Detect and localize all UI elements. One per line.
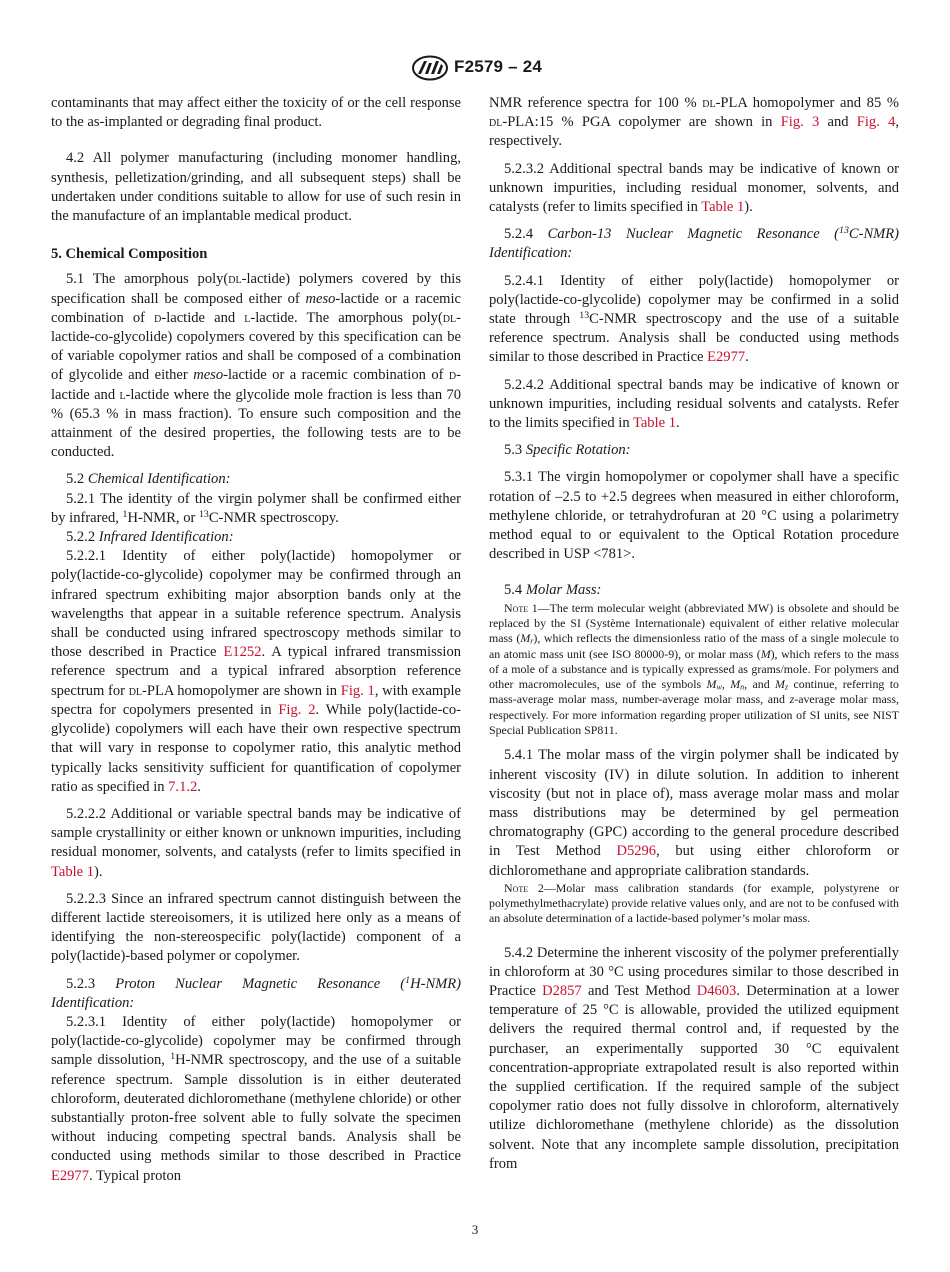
- link-d2857[interactable]: D2857: [542, 983, 582, 1000]
- paragraph-5-2-2-2: 5.2.2.2 Additional or variable spectral bands may be indicative of sample crystallinity or either known or unknown impurities, including residual monomer, solvents, and catalysts (refer to limits specified in Table 1).: [51, 805, 461, 880]
- astm-logo-icon: [410, 55, 450, 81]
- paragraph-5-4-2: 5.4.2 Determine the inherent viscosity of the polymer preferentially in chloroform at 30 °C using procedures similar to those described in Practice D2857 and Test Method D4603. Determination at a lower temperature of 25 °C is allowable, provided the utilized equipment delivers the required thermal control and, if requested by the purchaser, an experimentally supported 30 °C equivalent concentration-appropriate extrapolated result is also reported within the supplied certification. If the required sample of the subject copolymer ratio does not fully dissolve in chloroform, alternatively utilize dichloromethane (methylene chloride) as the dissolution solvent. Note that any incomplete sample dissolution, precipitation from: [489, 944, 900, 1172]
- link-d4603[interactable]: D4603: [696, 983, 737, 1000]
- link-fig-4[interactable]: Fig. 4: [856, 114, 896, 131]
- paragraph-5-4: 5.4 Molar Mass:: [504, 582, 602, 599]
- paragraph-5-2-3-2: 5.2.3.2 Additional spectral bands may be indicative of known or unknown impurities, including residual monomer, solvents, and catalysts (refer to limits specified in Table 1).: [489, 160, 899, 216]
- paragraph-5-2: 5.2 Chemical Identification:: [66, 471, 231, 488]
- link-table-1[interactable]: Table 1: [701, 199, 745, 216]
- link-fig-1[interactable]: Fig. 1: [340, 682, 375, 699]
- page-header: [0, 52, 950, 86]
- paragraph-5-2-3-1: 5.2.3.1 Identity of either poly(lactide) homopolymer or poly(lactide-co-glycolide) copolymer may be confirmed through sample dissolution, $^1$H-NMR spectroscopy, and the use of a suitable reference spectrum. Sample dissolution is in either deuterated chloroform, deuterated dichloromethane (methylene chloride) or other substantially proton-free solvent able to fully solvate the specimen without inducing competing spectral bands. Analysis shall be conducted using methods similar to those described in Practice E2977. Typical proton: [51, 1013, 461, 1184]
- paragraph-5-2-2: 5.2.2 Infrared Identification:: [66, 529, 234, 546]
- paragraph-5-2-3: 5.2.3 Proton Nuclear Magnetic Resonance ($^1$H-NMR) Identification:: [51, 974, 461, 1011]
- section-heading-5: 5. Chemical Composition: [51, 246, 208, 263]
- link-table-1[interactable]: Table 1: [632, 415, 676, 432]
- paragraph-5-2-1: 5.2.1 The identity of the virgin polymer shall be confirmed either by infrared, $^1$H-NMR, or $^{13}$C-NMR spectroscopy.: [51, 490, 461, 526]
- paragraph-5-2-2-3: 5.2.2.3 Since an infrared spectrum cannot distinguish between the different lactide stereoisomers, it is utilized here only as a means of identifying the non-stereospecific poly(lactide) component of a poly(lactide)-based polymer or copolymer.: [51, 890, 461, 965]
- paragraph-5-2-4-2: 5.2.4.2 Additional spectral bands may be indicative of known or unknown impurities, including residual solvents and catalysts. Refer to the limits specified in Table 1.: [489, 376, 899, 432]
- paragraph-5-4-1: 5.4.1 The molar mass of the virgin polymer shall be indicated by inherent viscosity (IV) in dilute solution. In addition to inherent viscosity (but not in place of), mass average molar mass and molar mass distributions may be determined by gel permeation chromatography (GPC) according to the general procedure described in Test Method D5296, but using either chloroform or dichloromethane and appropriate calibration standards.: [489, 747, 899, 879]
- page-number: 3: [471, 1222, 479, 1237]
- link-d5296[interactable]: D5296: [616, 843, 657, 860]
- link-7-1-2[interactable]: 7.1.2: [168, 778, 198, 795]
- paragraph-continuation: NMR reference spectra for 100 % dl-PLA homopolymer and 85 % dl-PLA:15 % PGA copolymer are shown in Fig. 3 and Fig. 4, respectively.: [489, 95, 900, 150]
- link-e1252[interactable]: E1252: [223, 644, 262, 661]
- paragraph-5-2-4-1: 5.2.4.1 Identity of either poly(lactide) homopolymer or poly(lactide-co-glycolide) copolymer may be confirmed in a solid state through $^{13}$C-NMR spectroscopy and the use of a suitable reference spectrum. Analysis shall be conducted using methods similar to those described in Practice E2977.: [489, 272, 899, 366]
- link-fig-2[interactable]: Fig. 2: [278, 701, 316, 718]
- paragraph-5-3-1: 5.3.1 The virgin homopolymer or copolymer shall have a specific rotation of –2.5 to +2.5 degrees when measured in either chloroform, methylene chloride, or tetrahydrofuran at 20 °C using a polarimetry method equal to or equivalent to the Optical Rotation procedure described in USP <781>.: [489, 469, 899, 563]
- document-designation: F2579 – 24: [454, 57, 543, 76]
- note-2: Note 2—Molar mass calibration standards (for example, polystyrene or polymethylmethacrylate) provide relative values only, and are not to be confused with an absolute determination of a lactide-based polymer’s molar mass.: [489, 880, 900, 926]
- paragraph-5-2-2-1: 5.2.2.1 Identity of either poly(lactide) homopolymer or poly(lactide-co-glycolide) copolymer may be confirmed through an infrared spectrum exhibiting major absorption bands only at the wavelengths that appear in a suitable reference spectrum. Analysis shall be conducted using infrared spectroscopy methods similar to those described in Practice E1252. A typical infrared transmission reference spectrum and a typical infrared absorption reference spectrum for dl-PLA homopolymer are shown in Fig. 1, with example spectra for copolymers presented in Fig. 2. While poly(lactide-co-glycolide) copolymers will each have their own respective spectrum that will vary in response to copolymer ratio, this analytic method typically lacks sensitivity sufficient for quantification of copolymer ratio as specified in 7.1.2.: [51, 548, 462, 795]
- note-1: Note 1—The term molecular weight (abbreviated MW) is obsolete and should be replaced by the SI (Système Internationale) equivalent of either relative molecular mass $(M_r)$, which reflects the dimensionless ratio of the mass of a single molecule to an atomic mass unit (see ISO 80000-9), or molar mass (M), which refers to the mass of a mole of a substance and is typically expressed as grams/mole. For polymers and other macromolecules, use of the symbols $M_w$, $M_n$, and $M_z$ continue, referring to mass-average molar mass, number-average molar mass, and z-average molar mass, respectively. For more information regarding proper utilization of SI units, see NIST Special Publication SP811.: [489, 600, 899, 738]
- paragraph-4-2: 4.2 All polymer manufacturing (including monomer handling, synthesis, pelletization/grinding, and all subsequent steps) shall be undertaken under conditions suitable to allow for use of such resin in the manufacture of an implantable medical product.: [51, 150, 461, 225]
- paragraph-5-3: 5.3 Specific Rotation:: [504, 442, 631, 459]
- paragraph-5-1: 5.1 The amorphous poly(dl-lactide) polymers covered by this specification shall be composed either of meso-lactide or a racemic combination of d-lactide and l-lactide. The amorphous poly(dl-lactide-co-glycolide) copolymers covered by this specification can be of variable copolymer ratios and shall be composed of a combination of glycolide and either meso-lactide or a racemic combination of d-lactide and l-lactide where the glycolide mole fraction is less than 70 % (65.3 % in mass fraction). To ensure such composition and the attainment of the desired properties, the following tests are to be conducted.: [51, 271, 462, 461]
- left-column: [51, 94, 461, 1186]
- link-e2977[interactable]: E2977: [707, 349, 746, 366]
- link-table-1[interactable]: Table 1: [51, 863, 95, 880]
- paragraph-5-2-4: 5.2.4 Carbon-13 Nuclear Magnetic Resonance ($^{13}$C-NMR) Identification:: [489, 225, 899, 262]
- paragraph-continuation: contaminants that may affect either the toxicity of or the cell response to the as-implanted or degrading final product.: [51, 95, 461, 131]
- link-e2977[interactable]: E2977: [51, 1167, 89, 1184]
- link-fig-3[interactable]: Fig. 3: [780, 114, 820, 131]
- right-column: [489, 94, 899, 1174]
